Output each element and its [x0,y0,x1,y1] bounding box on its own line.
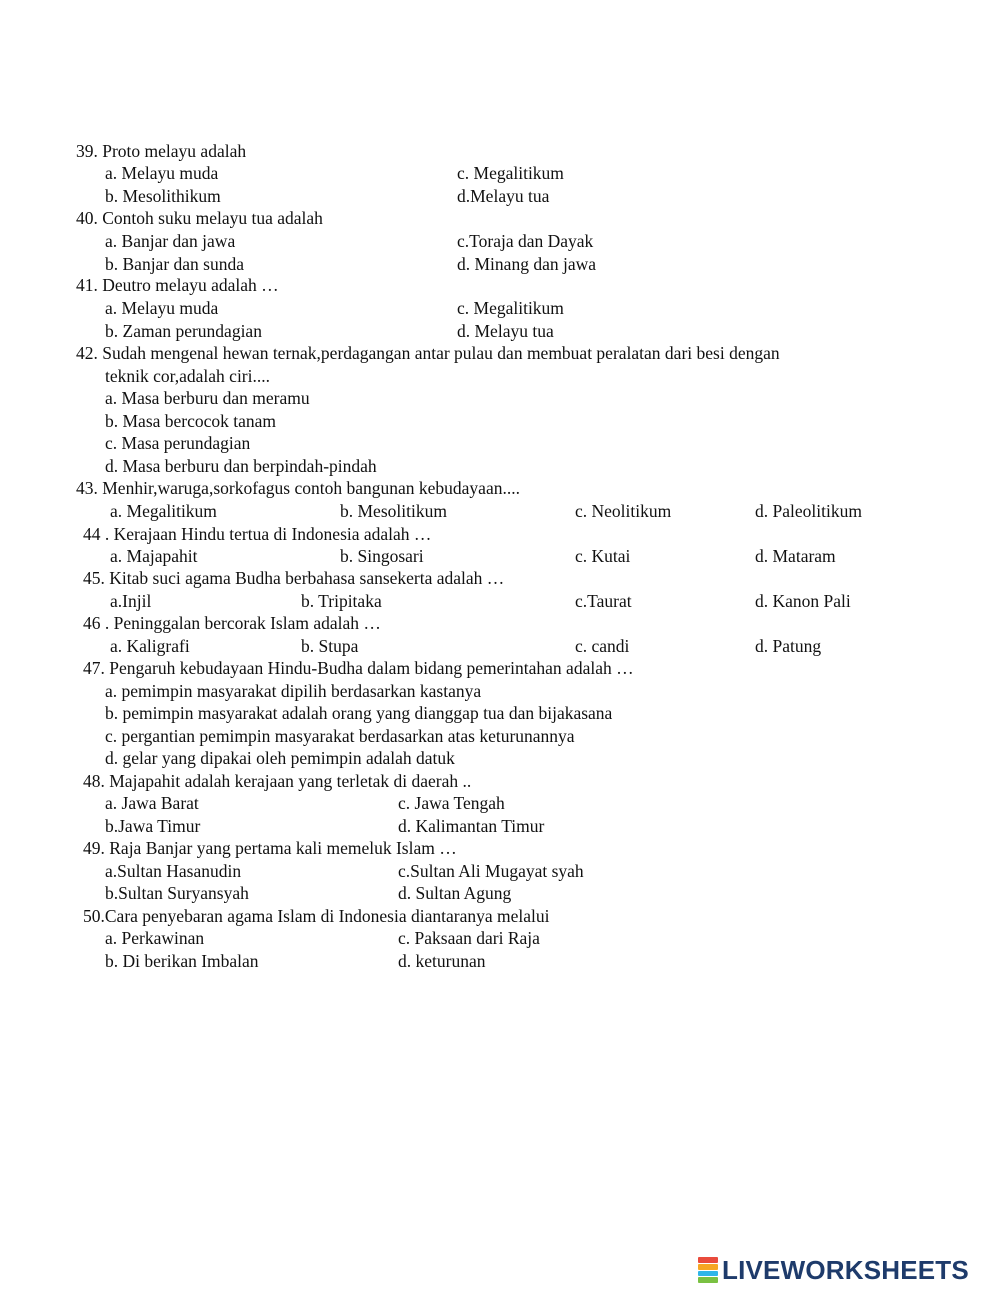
q45-option-b[interactable]: b. Tripitaka [301,591,382,611]
q49-option-a[interactable]: a.Sultan Hasanudin [105,861,242,881]
q46-option-a[interactable]: a. Kaligrafi [110,636,190,656]
q41-option-a[interactable]: a. Melayu muda [105,298,219,318]
q42-stem-line1: 42. Sudah mengenal hewan ternak,perdagangan antar pulau dan membuat peralatan dari besi dengan [76,343,780,363]
q50-option-b[interactable]: b. Di berikan Imbalan [105,951,259,971]
q44-option-b[interactable]: b. Singosari [340,546,424,566]
q50-option-c[interactable]: c. Paksaan dari Raja [398,928,540,948]
q47-option-c[interactable]: c. pergantian pemimpin masyarakat berdasarkan atas keturunannya [105,726,575,746]
q43-option-b[interactable]: b. Mesolitikum [340,501,447,521]
q50-option-a[interactable]: a. Perkawinan [105,928,205,948]
badge-segment [698,1264,718,1270]
q44-option-d[interactable]: d. Mataram [755,546,836,566]
q47-option-d[interactable]: d. gelar yang dipakai oleh pemimpin adalah datuk [105,748,455,768]
q46-option-c[interactable]: c. candi [575,636,630,656]
q48-option-c[interactable]: c. Jawa Tengah [398,793,505,813]
q45-stem: 45. Kitab suci agama Budha berbahasa sansekerta adalah … [83,568,505,588]
q39-stem: 39. Proto melayu adalah [76,141,247,161]
q43-option-c[interactable]: c. Neolitikum [575,501,672,521]
q39-option-c[interactable]: c. Megalitikum [457,163,564,183]
q44-stem: 44 . Kerajaan Hindu tertua di Indonesia adalah … [83,524,432,544]
q49-option-c[interactable]: c.Sultan Ali Mugayat syah [398,861,584,881]
q48-option-d[interactable]: d. Kalimantan Timur [398,816,545,836]
q45-option-a[interactable]: a.Injil [110,591,152,611]
q47-stem: 47. Pengaruh kebudayaan Hindu-Budha dalam bidang pemerintahan adalah … [83,658,634,678]
q43-option-a[interactable]: a. Megalitikum [110,501,217,521]
q48-stem: 48. Majapahit adalah kerajaan yang terletak di daerah .. [83,771,472,791]
q46-stem: 46 . Peninggalan bercorak Islam adalah … [83,613,381,633]
q46-option-b[interactable]: b. Stupa [301,636,359,656]
q42-option-d[interactable]: d. Masa berburu dan berpindah-pindah [105,456,377,476]
q49-option-b[interactable]: b.Sultan Suryansyah [105,883,249,903]
q39-option-b[interactable]: b. Mesolithikum [105,186,221,206]
q40-option-a[interactable]: a. Banjar dan jawa [105,231,236,251]
q47-option-b[interactable]: b. pemimpin masyarakat adalah orang yang dianggap tua dan bijakasana [105,703,613,723]
q41-option-b[interactable]: b. Zaman perundagian [105,321,262,341]
liveworksheets-logo [698,1256,969,1284]
q45-option-c[interactable]: c.Taurat [575,591,632,611]
q40-option-b[interactable]: b. Banjar dan sunda [105,254,244,274]
q50-stem: 50.Cara penyebaran agama Islam di Indonesia diantaranya melalui [83,906,550,926]
q39-option-a[interactable]: a. Melayu muda [105,163,219,183]
q49-stem: 49. Raja Banjar yang pertama kali memeluk Islam … [83,838,457,858]
q40-option-d[interactable]: d. Minang dan jawa [457,254,596,274]
q42-option-c[interactable]: c. Masa perundagian [105,433,251,453]
q43-stem: 43. Menhir,waruga,sorkofagus contoh bangunan kebudayaan.... [76,478,520,498]
badge-segment [698,1271,718,1277]
q45-option-d[interactable]: d. Kanon Pali [755,591,851,611]
q49-option-d[interactable]: d. Sultan Agung [398,883,512,903]
q42-option-b[interactable]: b. Masa bercocok tanam [105,411,277,431]
q44-option-c[interactable]: c. Kutai [575,546,631,566]
badge-segment [698,1257,718,1263]
q41-stem: 41. Deutro melayu adalah … [76,275,279,295]
q40-option-c[interactable]: c.Toraja dan Dayak [457,231,594,251]
badge-segment [698,1277,718,1283]
q42-stem-line2: teknik cor,adalah ciri.... [105,366,270,386]
q43-option-d[interactable]: d. Paleolitikum [755,501,862,521]
q46-option-d[interactable]: d. Patung [755,636,822,656]
q50-option-d[interactable]: d. keturunan [398,951,486,971]
logo-wordmark: LIVEWORKSHEETS [722,1254,969,1285]
q48-option-a[interactable]: a. Jawa Barat [105,793,199,813]
q39-option-d[interactable]: d.Melayu tua [457,186,550,206]
liveworksheets-badge-icon [698,1257,718,1283]
q47-option-a[interactable]: a. pemimpin masyarakat dipilih berdasarkan kastanya [105,681,482,701]
q42-option-a[interactable]: a. Masa berburu dan meramu [105,388,310,408]
q44-option-a[interactable]: a. Majapahit [110,546,198,566]
q40-stem: 40. Contoh suku melayu tua adalah [76,208,323,228]
q41-option-d[interactable]: d. Melayu tua [457,321,554,341]
q48-option-b[interactable]: b.Jawa Timur [105,816,201,836]
q41-option-c[interactable]: c. Megalitikum [457,298,564,318]
